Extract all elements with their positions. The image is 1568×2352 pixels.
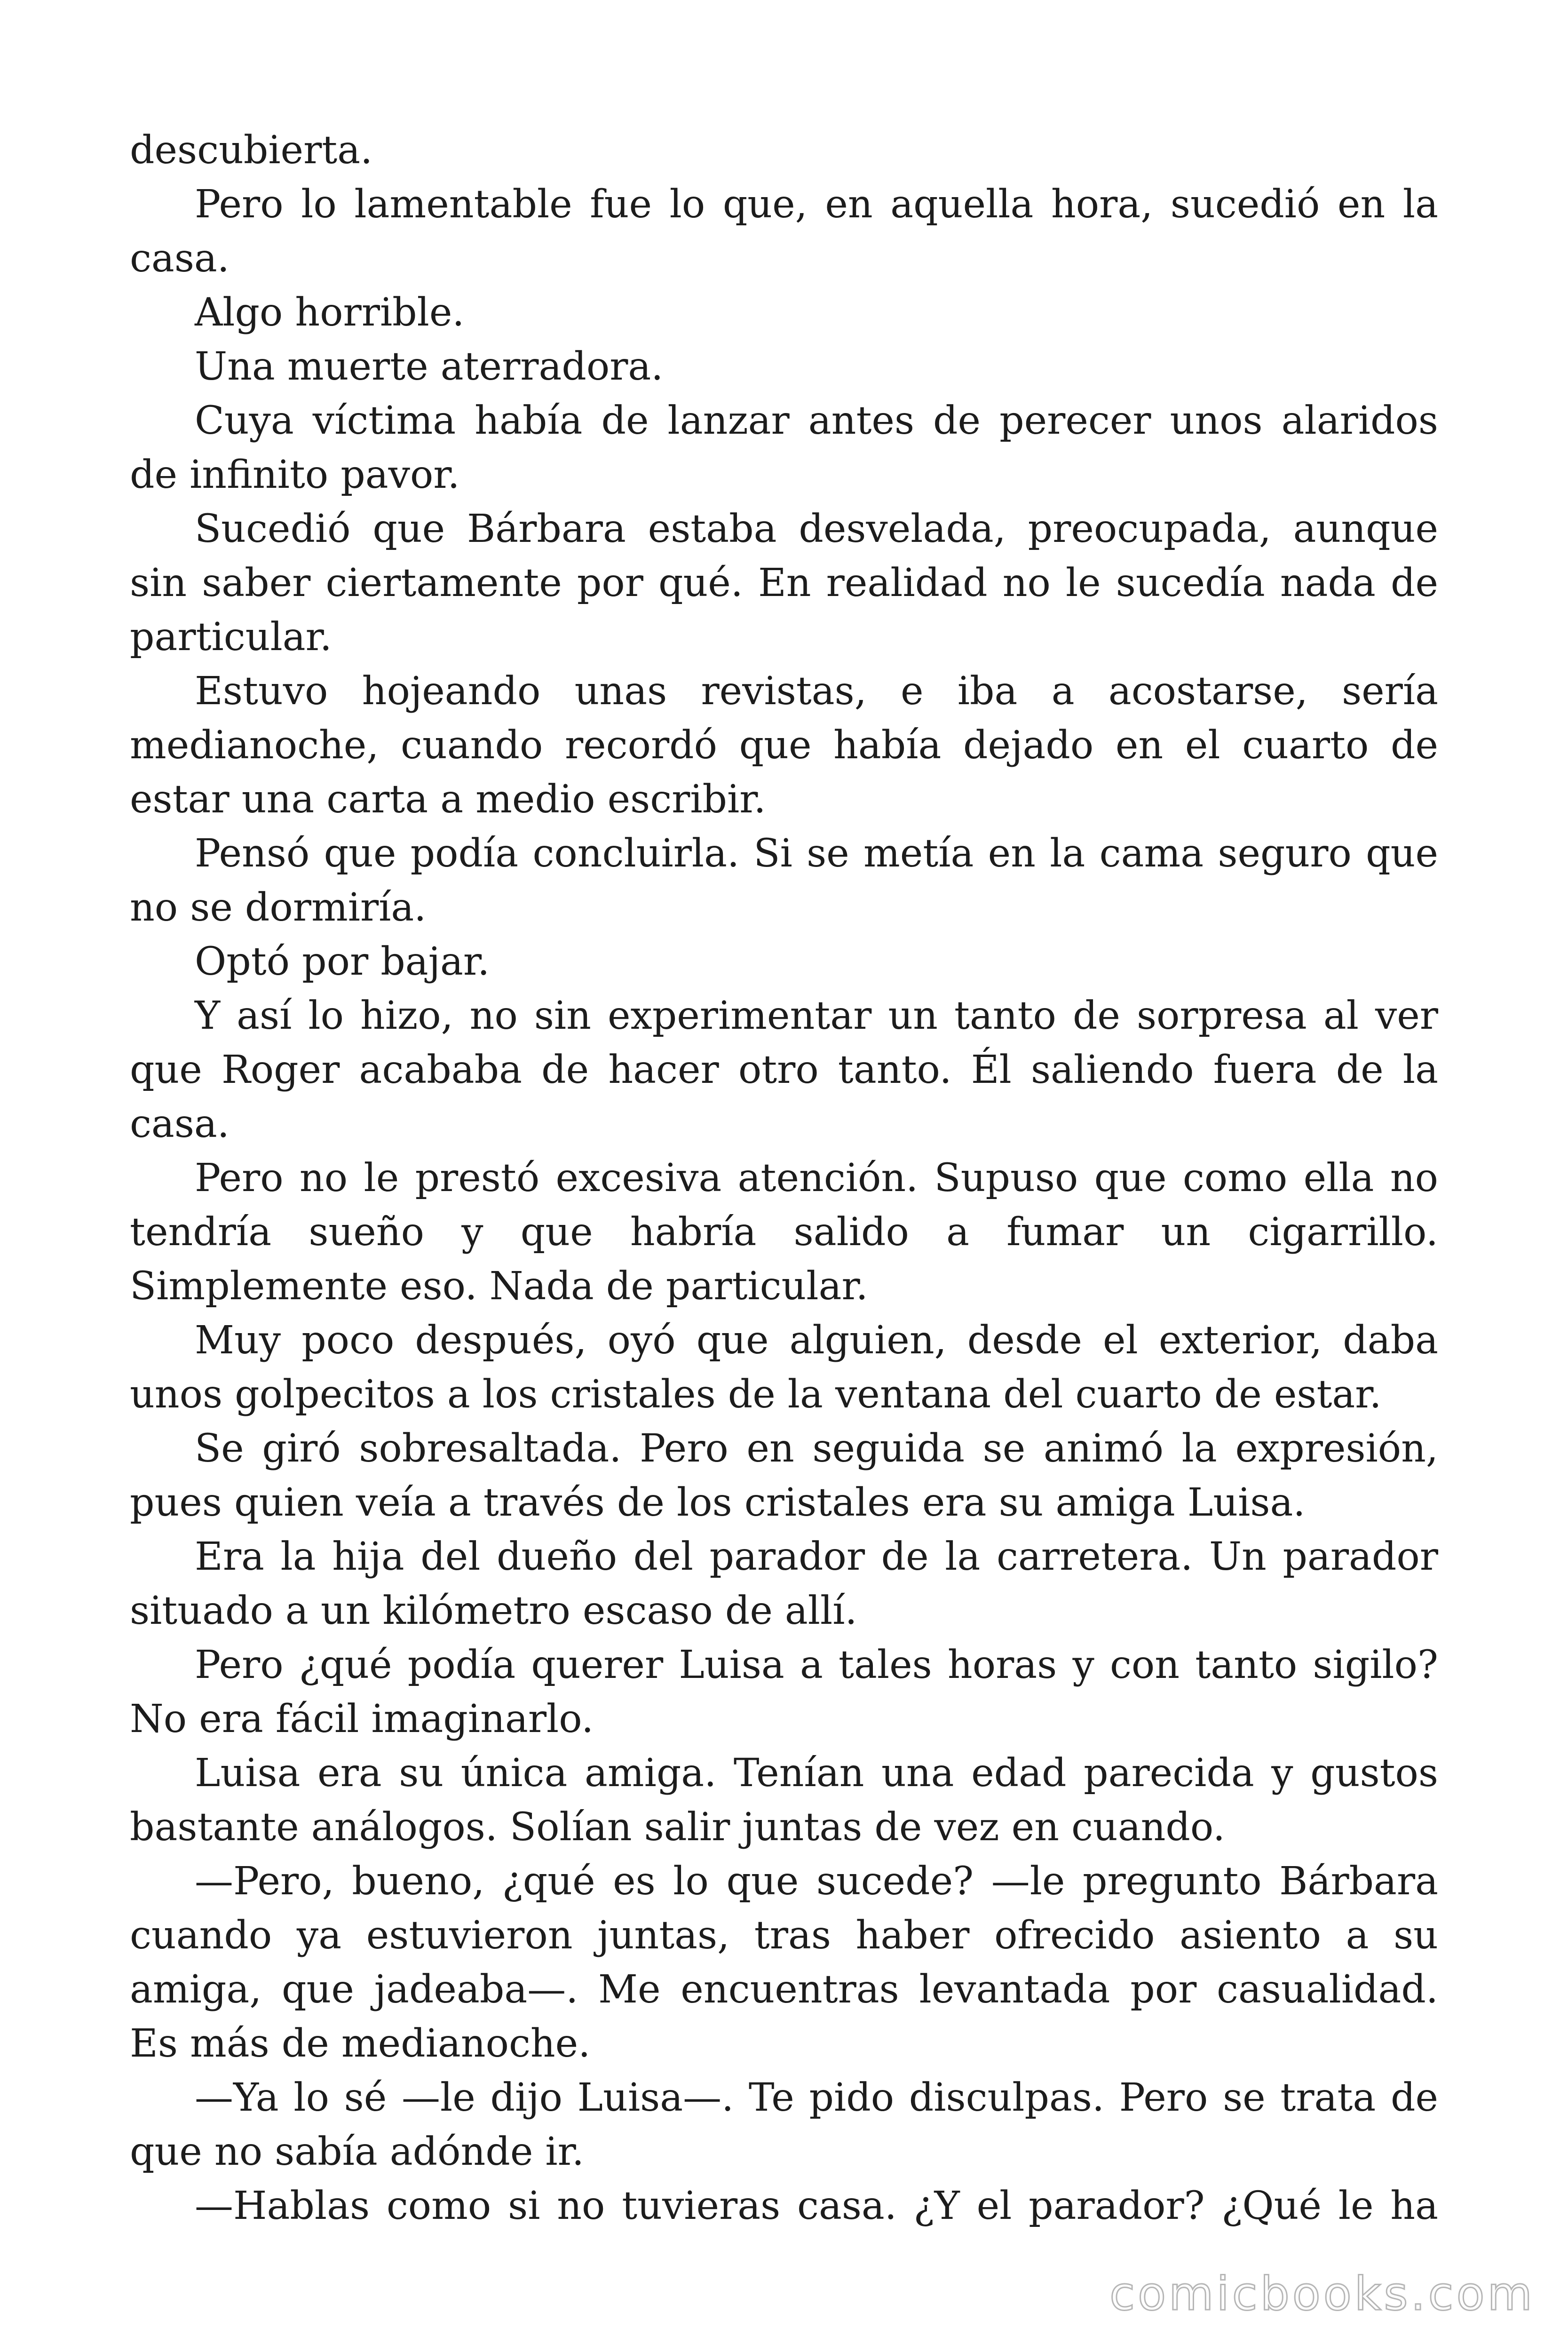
- paragraph: descubierta.: [130, 128, 373, 173]
- paragraph: —Hablas como si no tuvieras casa. ¿Y el parador? ¿Qué le ha: [195, 2184, 1438, 2228]
- paragraph: Cuya víctima había de lanzar antes de perecer unos alaridos de infinito pavor.: [130, 398, 1438, 497]
- paragraph: Luisa era su única amiga. Tenían una edad parecida y gustos bastante análogos. Solían salir juntas de vez en cuando.: [130, 1751, 1438, 1850]
- paragraph: Era la hija del dueño del parador de la carretera. Un parador situado a un kilómetro escaso de allí.: [130, 1534, 1438, 1633]
- paragraph: Optó por bajar.: [195, 939, 490, 984]
- paragraph: Se giró sobresaltada. Pero en seguida se animó la expresión, pues quien veía a través de los cristales era su amiga Luisa.: [130, 1426, 1438, 1525]
- book-page-text: [130, 123, 1438, 2233]
- paragraph: Pero lo lamentable fue lo que, en aquella hora, sucedió en la casa.: [130, 182, 1438, 281]
- paragraph: —Ya lo sé —le dijo Luisa—. Te pido disculpas. Pero se trata de que no sabía adónde ir.: [130, 2075, 1438, 2174]
- paragraph: —Pero, bueno, ¿qué es lo que sucede? —le pregunto Bárbara cuando ya estuvieron juntas, tras haber ofrecido asiento a su amiga, que jadeaba—. Me encuentras levantada por casualidad. Es más de medianoche.: [130, 1859, 1438, 2066]
- paragraph: Pensó que podía concluirla. Si se metía en la cama seguro que no se dormiría.: [130, 831, 1438, 930]
- paragraph: Pero ¿qué podía querer Luisa a tales horas y con tanto sigilo? No era fácil imaginarlo.: [130, 1643, 1438, 1741]
- paragraph: Una muerte aterradora.: [195, 344, 664, 389]
- watermark: comicbooks.com: [1109, 2267, 1535, 2321]
- paragraph: Muy poco después, oyó que alguien, desde el exterior, daba unos golpecitos a los cristales de la ventana del cuarto de estar.: [130, 1318, 1438, 1417]
- paragraph: Estuvo hojeando unas revistas, e iba a acostarse, sería medianoche, cuando recordó que había dejado en el cuarto de estar una carta a medio escribir.: [130, 669, 1438, 822]
- paragraph: Sucedió que Bárbara estaba desvelada, preocupada, aunque sin saber ciertamente por qué. En realidad no le sucedía nada de particular.: [130, 507, 1438, 660]
- paragraph: Algo horrible.: [195, 290, 465, 335]
- paragraph: Y así lo hizo, no sin experimentar un tanto de sorpresa al ver que Roger acababa de hacer otro tanto. Él saliendo fuera de la casa.: [130, 993, 1438, 1146]
- paragraph: Pero no le prestó excesiva atención. Supuso que como ella no tendría sueño y que habría salido a fumar un cigarrillo. Simplemente eso. Nada de particular.: [130, 1156, 1438, 1309]
